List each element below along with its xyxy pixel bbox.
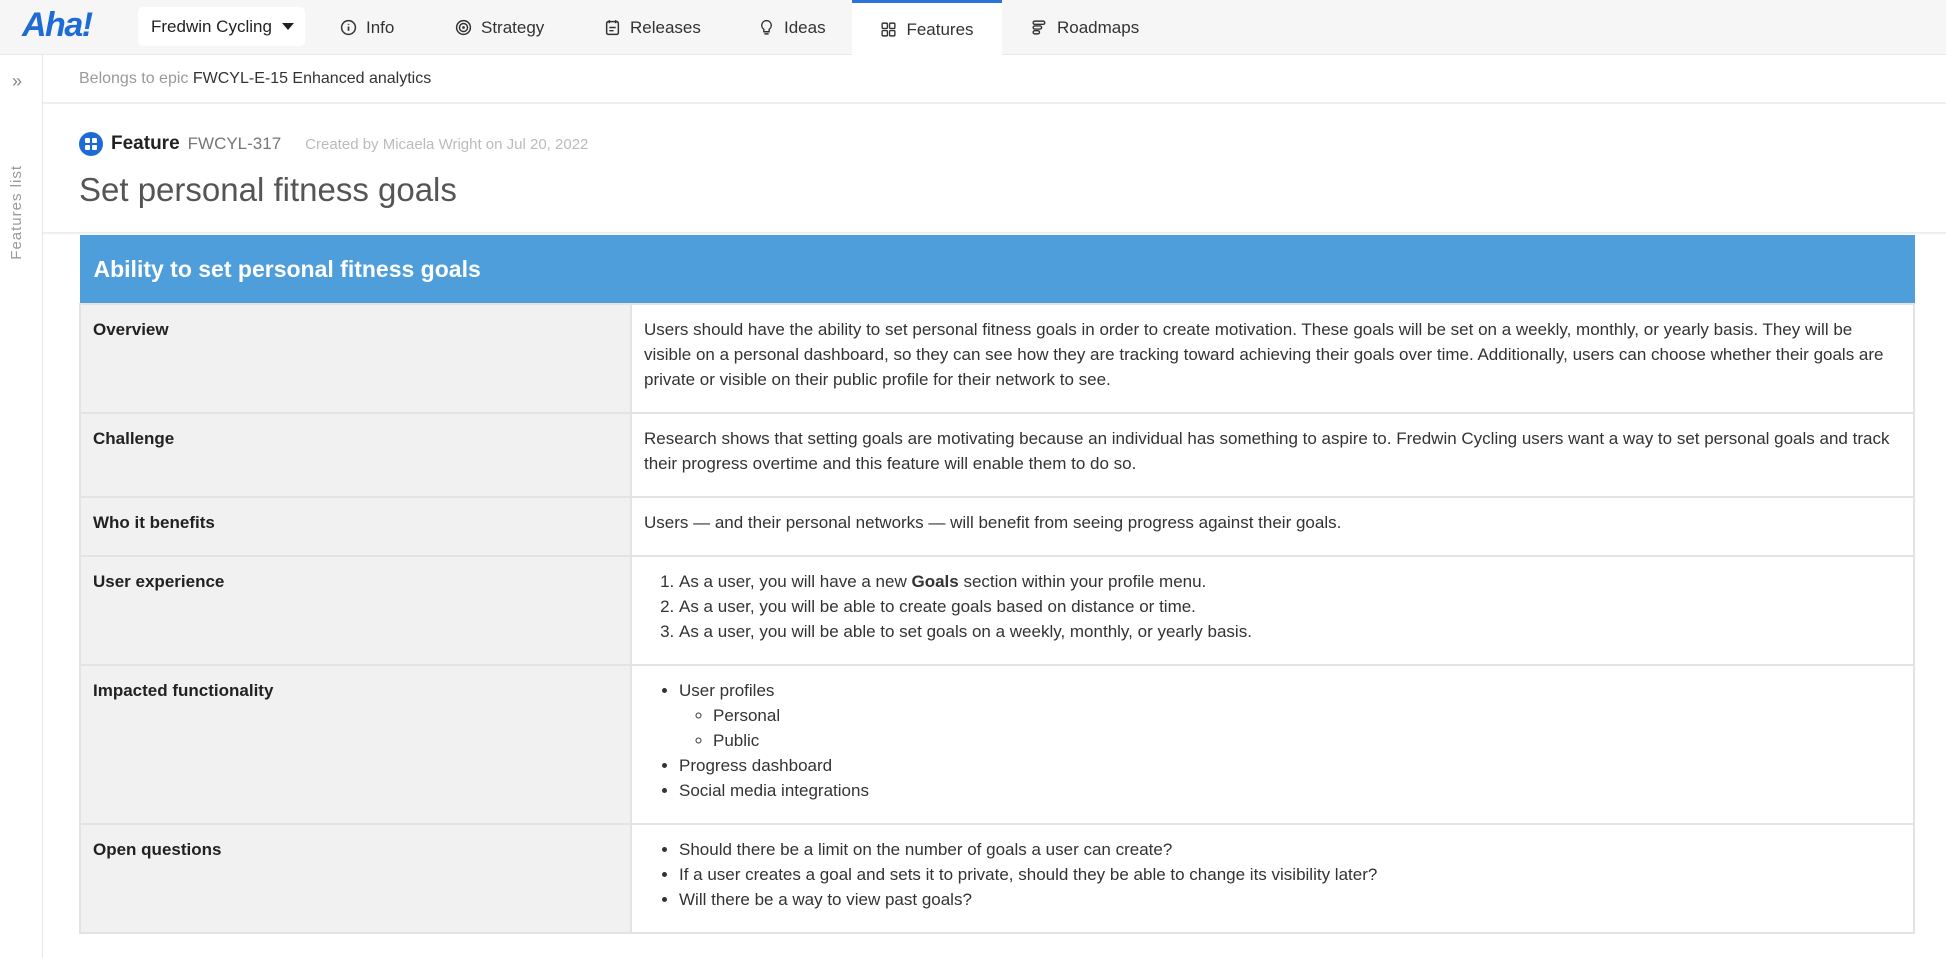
list-item: • Progress dashboard: [679, 753, 1901, 778]
tab-ideas[interactable]: [758, 0, 826, 55]
row-label: Overview: [80, 304, 631, 413]
features-list-label[interactable]: Features list: [8, 165, 25, 260]
table-row: [80, 665, 1914, 824]
row-value: Users should have the ability to set personal fitness goals in order to create motivation. These goals will be set on a weekly, monthly, or yearly basis. They will be visible on a personal dashboard, so they can see how they are tracking toward achieving their goals over time. Additionally, users can choose whether their goals are private or visible on their public profile for their network to see.: [631, 304, 1914, 413]
table-row: [80, 497, 1914, 556]
aha-logo[interactable]: Aha!: [22, 6, 92, 44]
table-row: [80, 556, 1914, 665]
row-value: Users — and their personal networks — will benefit from seeing progress against their goals.: [631, 497, 1914, 556]
tab-features[interactable]: [852, 0, 1002, 56]
list-item: ◦ Public: [713, 728, 1901, 753]
roadmap-icon: [1031, 19, 1048, 36]
grid-icon: [880, 21, 897, 38]
row-label: Challenge: [80, 413, 631, 497]
tab-label: Features: [906, 19, 974, 39]
features-list-sidebar[interactable]: [0, 55, 43, 958]
tab-roadmaps[interactable]: [1031, 0, 1139, 55]
page-title[interactable]: Set personal fitness goals: [79, 171, 457, 208]
list-item: • User profiles ◦ Personal ◦ Public: [679, 678, 1901, 753]
row-label: User experience: [80, 556, 631, 665]
row-value: [631, 665, 1914, 824]
list-item: • If a user creates a goal and sets it to private, should they be able to change its visibility later?: [679, 862, 1901, 887]
list-item: • Should there be a limit on the number of goals a user can create?: [679, 837, 1901, 862]
workspace-name: Fredwin Cycling: [151, 16, 272, 36]
tab-label: Releases: [630, 17, 701, 37]
expand-chevron-icon[interactable]: »: [12, 71, 23, 91]
row-label: Who it benefits: [80, 497, 631, 556]
breadcrumb-prefix: Belongs to epic: [79, 70, 189, 87]
row-value: Research shows that setting goals are motivating because an individual has something to aspire to. Fredwin Cycling users want a way to set personal goals and track their progress overtime and this feature will enable them to do so.: [631, 413, 1914, 497]
divider: [43, 102, 1946, 104]
list-item: 1. As a user, you will have a new Goals section within your profile menu.: [679, 569, 1901, 594]
feature-description-table: [79, 235, 1915, 934]
info-icon: [340, 19, 357, 36]
row-label: Impacted functionality: [80, 665, 631, 824]
top-nav: [0, 0, 1946, 55]
table-row: [80, 413, 1914, 497]
list-item: • Will there be a way to view past goals?: [679, 887, 1901, 912]
row-label: Open questions: [80, 824, 631, 933]
table-row: [80, 824, 1914, 933]
created-by: Created by Micaela Wright on Jul 20, 2022: [305, 135, 589, 153]
tab-strategy[interactable]: [455, 0, 544, 55]
ux-list: [644, 569, 1901, 644]
record-type: Feature: [111, 133, 180, 154]
row-value: [631, 556, 1914, 665]
table-row: [80, 304, 1914, 413]
tab-label: Ideas: [784, 17, 826, 37]
lightbulb-icon: [758, 19, 775, 36]
target-icon: [455, 19, 472, 36]
tab-label: Roadmaps: [1057, 17, 1140, 37]
tab-releases[interactable]: [604, 0, 701, 55]
feature-meta: [79, 132, 588, 156]
feature-id[interactable]: FWCYL-317: [187, 134, 282, 153]
list-item: 2. As a user, you will be able to create goals based on distance or time.: [679, 594, 1901, 619]
workspace-dropdown[interactable]: [138, 7, 305, 46]
list-item: 3. As a user, you will be able to set goals on a weekly, monthly, or yearly basis.: [679, 619, 1901, 644]
tab-info[interactable]: [340, 0, 394, 55]
list-item: ◦ Personal: [713, 703, 1901, 728]
epic-link[interactable]: FWCYL-E-15 Enhanced analytics: [192, 70, 432, 87]
caret-down-icon: [282, 23, 294, 30]
table-heading: Ability to set personal fitness goals: [80, 236, 1914, 304]
feature-icon: [79, 132, 103, 156]
list-item: • Social media integrations: [679, 778, 1901, 803]
tab-label: Info: [366, 17, 395, 37]
questions-list: [644, 837, 1901, 912]
calendar-icon: [604, 19, 621, 36]
row-value: [631, 824, 1914, 933]
breadcrumb: [79, 70, 431, 88]
tab-label: Strategy: [481, 17, 545, 37]
impacted-list: [644, 678, 1901, 803]
